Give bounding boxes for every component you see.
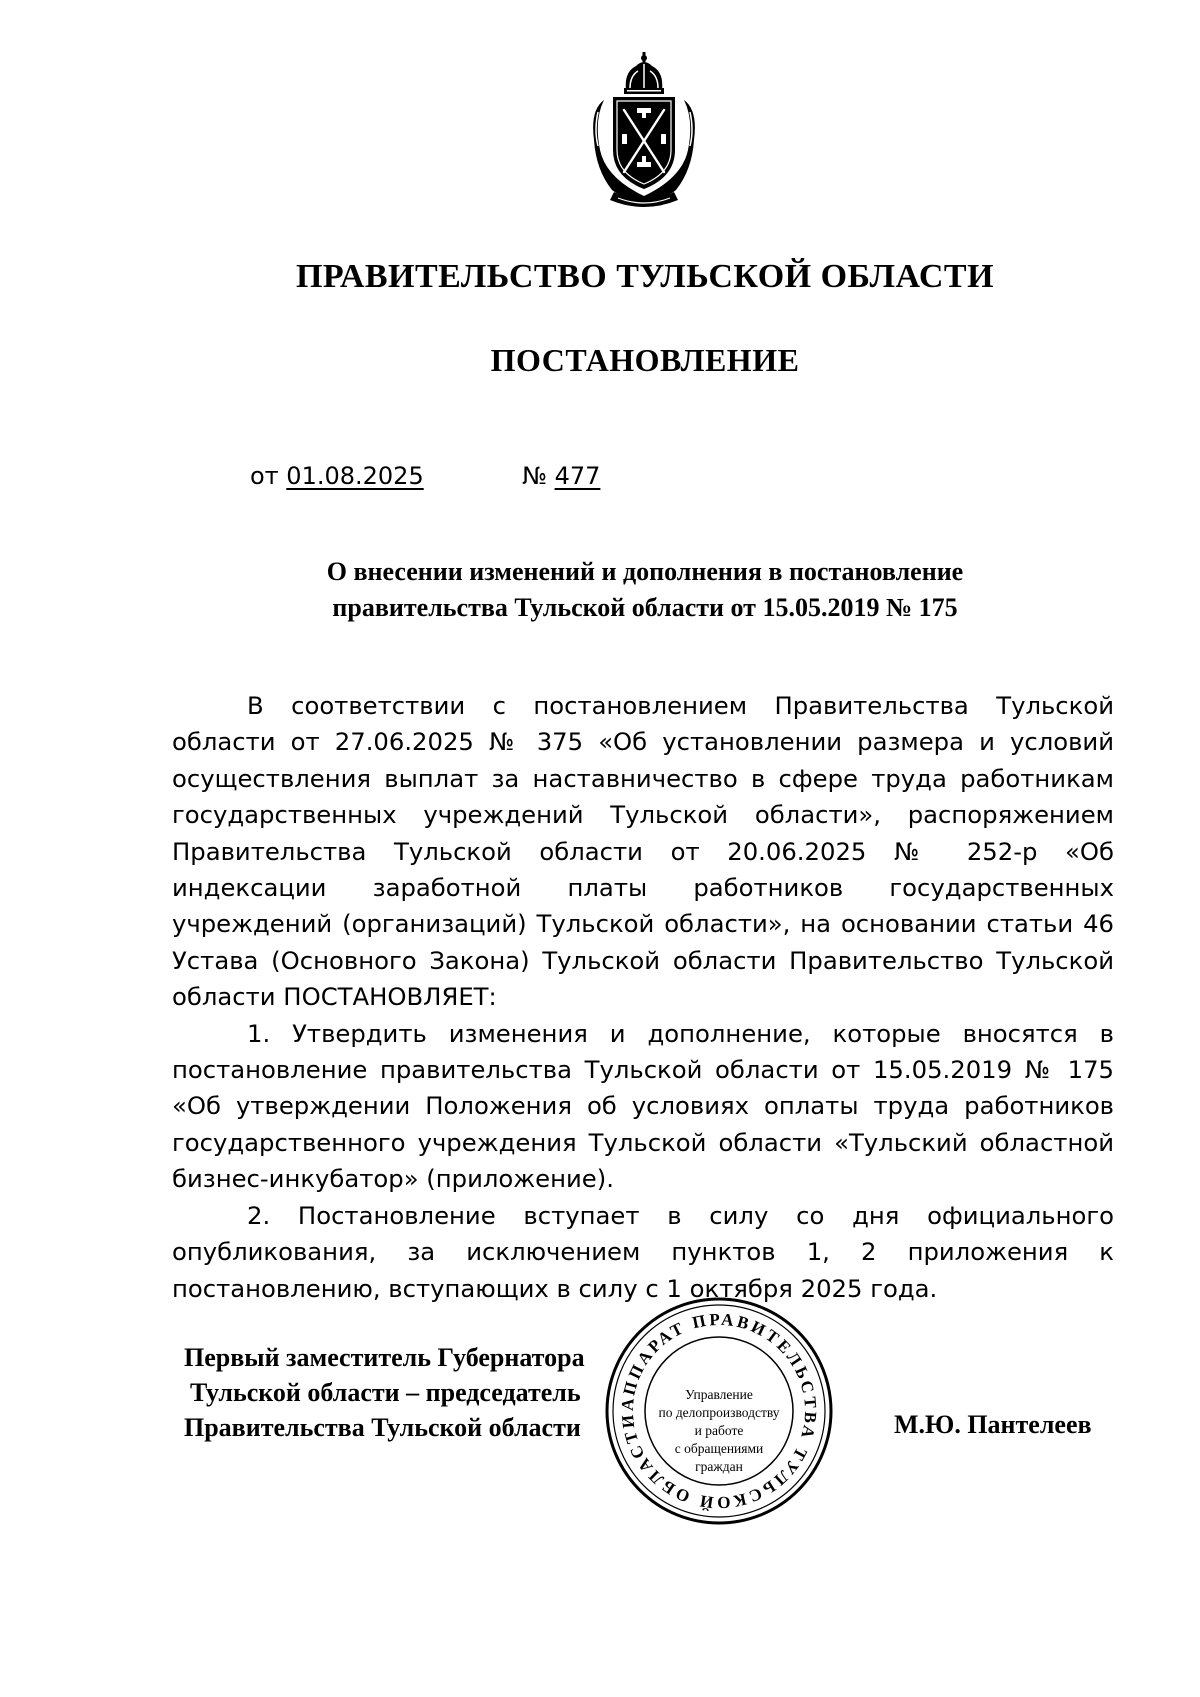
preamble-paragraph: В соответствии с постановлением Правительства Тульской области от 27.06.2025 № 375 «Об установлении размера и условий осуществления выплат за наставничество в сфере труда работникам государственных учреждений Тульской области», распоряжением Правительства Тульской области от 20.06.2025 № 252-р «Об индексации заработной платы работников государственных учреждений (организаций) Тульской области», на основании статьи 46 Устава (Основного Закона) Тульской области Правительство Тульской области ПОСТАНОВЛЯЕТ:: [172, 691, 1114, 1012]
stamp-line-1: Управление: [685, 1387, 753, 1402]
organization-title: ПРАВИТЕЛЬСТВО ТУЛЬСКОЙ ОБЛАСТИ: [295, 258, 995, 295]
subject-line-1: О внесении изменений и дополнения в постановление: [326, 557, 964, 586]
stamp-line-5: граждан: [695, 1459, 743, 1474]
stamp-center-text: [632, 1386, 806, 1476]
document-subject: [200, 554, 1090, 626]
subject-line-2: правительства Тульской области от 15.05.2019 № 175: [332, 593, 958, 622]
document-number-line: [522, 462, 600, 490]
document-date: 01.08.2025: [286, 462, 424, 490]
document-date-line: [250, 462, 424, 490]
signatory-title-line-1: Первый заместитель Губернатора: [184, 1343, 585, 1372]
signatory-title-line-2: Тульской области – председатель: [190, 1378, 581, 1407]
stamp-line-4: с обращениями: [674, 1441, 764, 1456]
document-type-heading: ПОСТАНОВЛЕНИЕ: [490, 342, 800, 378]
item-1-paragraph: 1. Утвердить изменения и дополнение, которые вносятся в постановление правительства Тульской области от 15.05.2019 № 175 «Об утверждении Положения об условиях оплаты труда работников государственного учреждения Тульской области «Тульский областной бизнес-инкубатор» (приложение).: [172, 1018, 1114, 1194]
stamp-line-3: и работе: [694, 1423, 744, 1438]
crown-icon: [624, 52, 664, 94]
coat-of-arms-emblem: [584, 50, 704, 210]
stamp-ring-text: АППАРАТ ПРАВИТЕЛЬСТВА ТУЛЬСКОЙ ОБЛАСТИ: [617, 1309, 821, 1513]
signatory-name: М.Ю. Пантелеев: [894, 1410, 1092, 1439]
number-prefix: №: [522, 462, 555, 490]
stamp-line-2: по делопроизводству: [658, 1405, 780, 1420]
date-prefix: от: [250, 462, 287, 490]
signatory-title-line-3: Правительства Тульской области: [184, 1413, 581, 1442]
document-number: 477: [554, 462, 601, 490]
signatory-title: [184, 1340, 585, 1445]
document-body: [172, 688, 1114, 1307]
item-2-paragraph: 2. Постановление вступает в силу со дня официального опубликования, за исключением пунктов 1, 2 приложения к постановлению, вступающих в силу с 1 октября 2025 года.: [172, 1200, 1114, 1303]
